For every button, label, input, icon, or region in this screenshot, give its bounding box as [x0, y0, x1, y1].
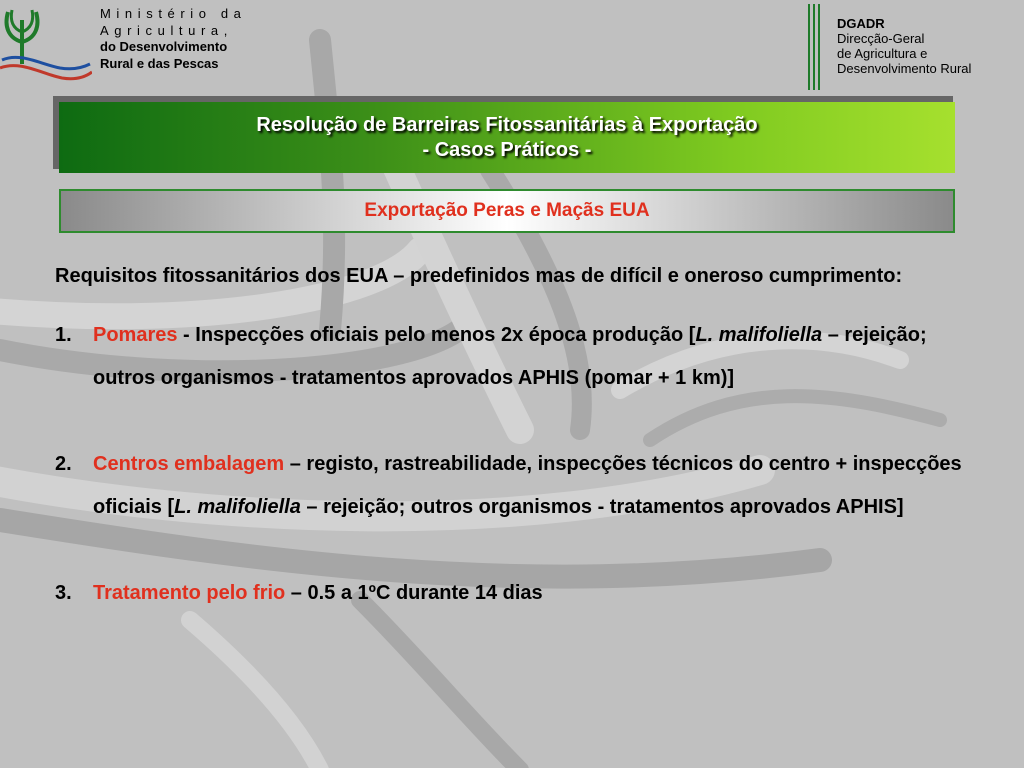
ministry-header [0, 0, 270, 92]
list-item-tratamento-frio [55, 572, 975, 615]
list-item-label: Tratamento pelo frio [93, 582, 286, 604]
dgadr-header [806, 4, 1016, 90]
list-number: 2. [55, 453, 72, 475]
slide-subtitle: Exportação Peras e Maçãs EUA [364, 200, 650, 221]
ministry-name-line1: Ministério da [100, 6, 247, 21]
list-item-text-cont: – rejeição; outros organismos - tratamentos aprovados APHIS] [300, 496, 904, 518]
list-number: 3. [55, 582, 72, 604]
list-item-text: – 0.5 a 1ºC durante 14 dias [285, 582, 543, 604]
subtitle-bar [59, 189, 955, 233]
species-name: L. malifoliella [695, 324, 823, 346]
ministry-name-line2: Agricultura, [100, 22, 233, 38]
list-item-label: Pomares [93, 324, 178, 346]
dgadr-logo-bars-icon [806, 4, 822, 90]
species-name: L. malifoliella [174, 496, 301, 518]
slide-title-line2: - Casos Práticos - [422, 138, 592, 161]
dgadr-name-line2: de Agricultura e [837, 46, 928, 61]
title-banner [59, 102, 955, 173]
dgadr-abbreviation: DGADR [837, 16, 885, 31]
ministry-name-line4: Rural e das Pescas [100, 55, 219, 71]
list-item-text: – registo, rastreabilidade, inspecções técnicos do centro + inspecções oficiais [ [93, 453, 962, 518]
list-item-text-cont: – rejeição; outros organismos - tratamentos aprovados APHIS (pomar + 1 km)] [93, 324, 927, 389]
ministry-logo-icon [0, 2, 92, 90]
ministry-name-line3: do Desenvolvimento [100, 39, 228, 54]
dgadr-name-line1: Direcção-Geral [837, 31, 925, 46]
dgadr-name-line3: Desenvolvimento Rural [837, 61, 972, 76]
list-item-label: Centros embalagem [93, 453, 285, 475]
slide-body [55, 262, 975, 615]
list-item-centros-embalagem [55, 443, 975, 529]
list-number: 1. [55, 324, 72, 346]
list-item-text: - Inspecções oficiais pelo menos 2x época produção [ [177, 324, 696, 346]
slide-title-line1: Resolução de Barreiras Fitossanitárias à Exportação [256, 113, 758, 136]
intro-paragraph: Requisitos fitossanitários dos EUA – predefinidos mas de difícil e oneroso cumprimento: [55, 265, 903, 287]
list-item-pomares [55, 314, 975, 400]
